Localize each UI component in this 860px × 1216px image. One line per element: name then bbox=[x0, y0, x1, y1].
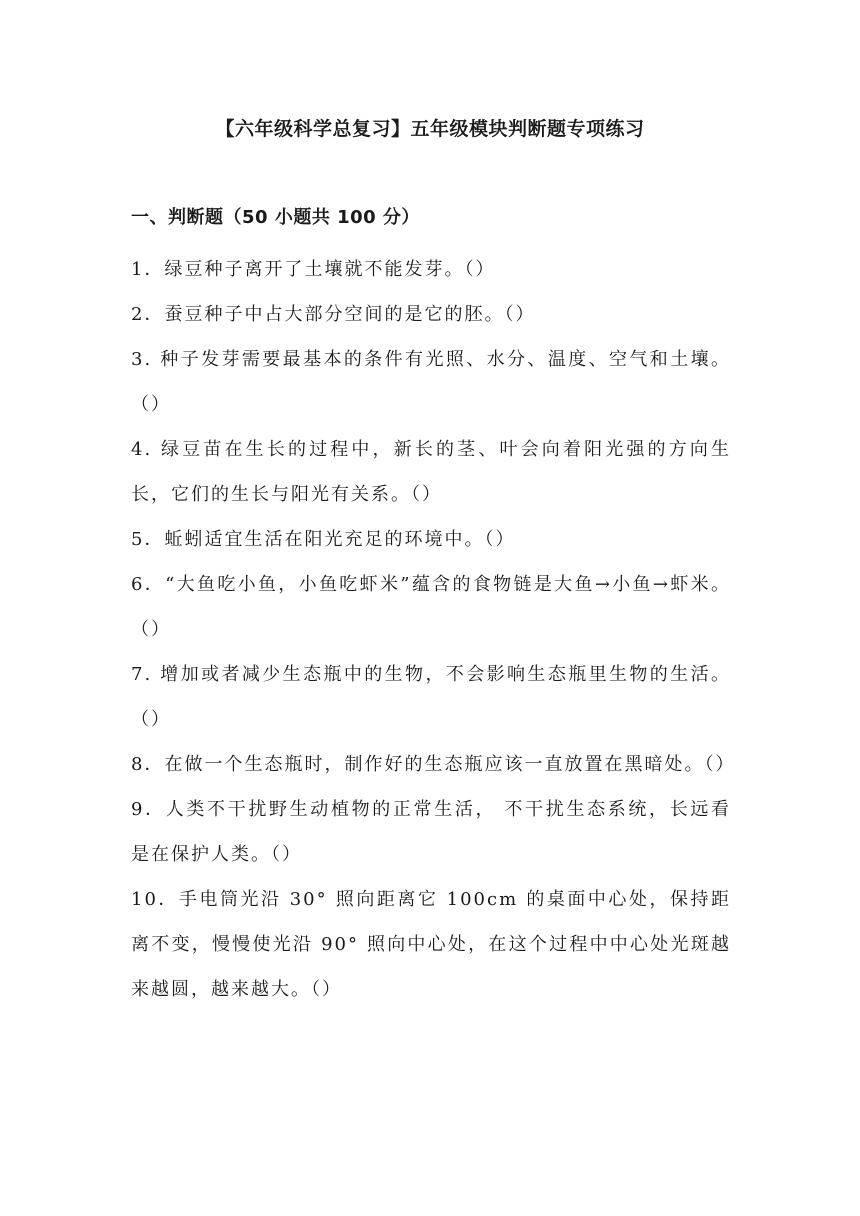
section-heading: 一、判断题（50 小题共 100 分） bbox=[131, 207, 420, 228]
question-item: 4. 绿豆苗在生长的过程中，新长的茎、叶会向着阳光强的方向生长，它们的生长与阳光有关系。（） bbox=[131, 439, 731, 505]
question-item: 6．“大鱼吃小鱼，小鱼吃虾米”蕴含的食物链是大鱼→小鱼→虾米。（） bbox=[131, 574, 731, 640]
question-item: 2．蚕豆种子中占大部分空间的是它的胚。（） bbox=[131, 304, 536, 325]
question-item: 3. 种子发芽需要最基本的条件有光照、水分、温度、空气和土壤。（） bbox=[131, 349, 731, 415]
question-list bbox=[131, 247, 736, 1012]
question-item: 10．手电筒光沿 30° 照向距离它 100cm 的桌面中心处，保持距离不变，慢慢使光沿 90° 照向中心处，在这个过程中中心处光斑越来越圆，越来越大。（） bbox=[131, 889, 731, 1000]
question-item: 7. 增加或者减少生态瓶中的生物，不会影响生态瓶里生物的生活。（） bbox=[131, 664, 731, 730]
question-item: 9．人类不干扰野生动植物的正常生活， 不干扰生态系统，长远看是在保护人类。（） bbox=[131, 799, 731, 865]
question-item: 8．在做一个生态瓶时，制作好的生态瓶应该一直放置在黑暗处。（） bbox=[131, 754, 736, 775]
question-item: 1．绿豆种子离开了土壤就不能发芽。（） bbox=[131, 259, 496, 280]
document-title: 【六年级科学总复习】五年级模块判断题专项练习 bbox=[215, 118, 645, 140]
question-item: 5．蚯蚓适宜生活在阳光充足的环境中。（） bbox=[131, 529, 516, 550]
